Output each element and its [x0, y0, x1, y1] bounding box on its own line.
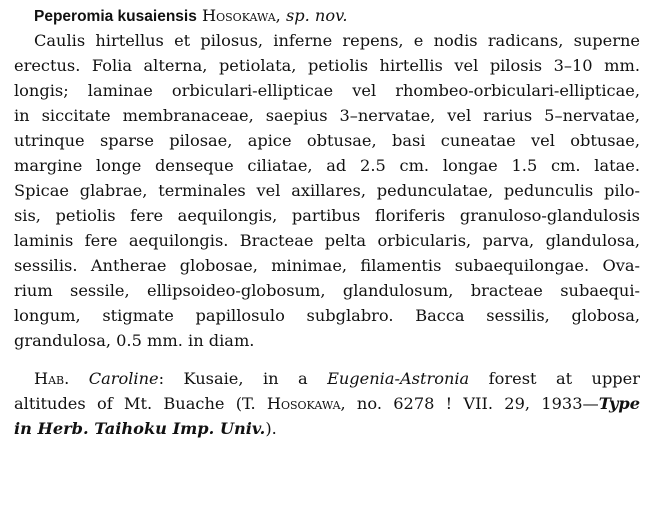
description-line: utrinque sparse pilosae, apice obtusae, basi cuneatae vel obtusae, — [14, 131, 640, 150]
description-line: sis, petiolis fere aequilongis, partibus floriferis granuloso-glandulosis — [14, 206, 640, 225]
description-line: Caulis hirtellus et pilosus, inferne repens, e nodis radicans, superne — [34, 31, 640, 50]
description-line: grandulosa, 0.5 mm. in diam. — [14, 331, 255, 350]
habitat-herbarium: in Herb. Taihoku Imp. Univ. — [14, 419, 266, 438]
habitat-line-1 — [34, 367, 640, 391]
species-status: sp. nov. — [285, 6, 348, 25]
habitat-collector: Hosokawa — [266, 394, 341, 413]
description-line: longum, stigmate papillosulo subglabro. Bacca sessilis, globosa, — [14, 306, 640, 325]
species-author: Hosokawa, — [202, 6, 281, 25]
description-line: erectus. Folia alterna, petiolata, petiolis hirtellis vel pilosis 3–10 mm. — [14, 56, 640, 75]
description-line: in siccitate membranaceae, saepius 3–nervatae, vel rarius 5–nervatae, — [14, 106, 640, 125]
description-line: laminis fere aequilongis. Bracteae pelta orbicularis, parva, glandulosa, — [14, 231, 640, 250]
habitat-text: ). — [265, 419, 277, 438]
habitat-locality: Caroline — [88, 369, 159, 388]
description-line: Spicae glabrae, terminales vel axillares, pedunculatae, pedunculis pilo- — [14, 181, 640, 200]
description-line: rium sessile, ellipsoideo-globosum, glandulosum, bracteae subaequi- — [14, 281, 640, 300]
habitat-forest: Eugenia-Astronia — [327, 369, 470, 388]
habitat-text: , no. 6278 ! VII. 29, 1933— — [340, 394, 599, 413]
habitat-line-2 — [14, 392, 640, 416]
habitat-label: Hab. — [34, 369, 70, 388]
habitat-text: altitudes of Mt. Buache (T. — [14, 394, 267, 413]
habitat-text: : Kusaie, in a — [158, 369, 328, 388]
description-line: longis; laminae orbiculari-ellipticae vel rhombeo-orbiculari-ellipticae, — [14, 81, 640, 100]
description-line: margine longe denseque ciliatae, ad 2.5 cm. longae 1.5 cm. latae. — [14, 156, 640, 175]
habitat-text: forest at upper — [469, 369, 640, 388]
species-name: Peperomia kusaiensis — [34, 8, 197, 25]
description-line: sessilis. Antherae globosae, minimae, filamentis subaequilongae. Ova- — [14, 256, 640, 275]
species-heading — [34, 4, 640, 29]
habitat-type-word: Type — [598, 394, 640, 413]
habitat-line-3 — [14, 417, 640, 441]
